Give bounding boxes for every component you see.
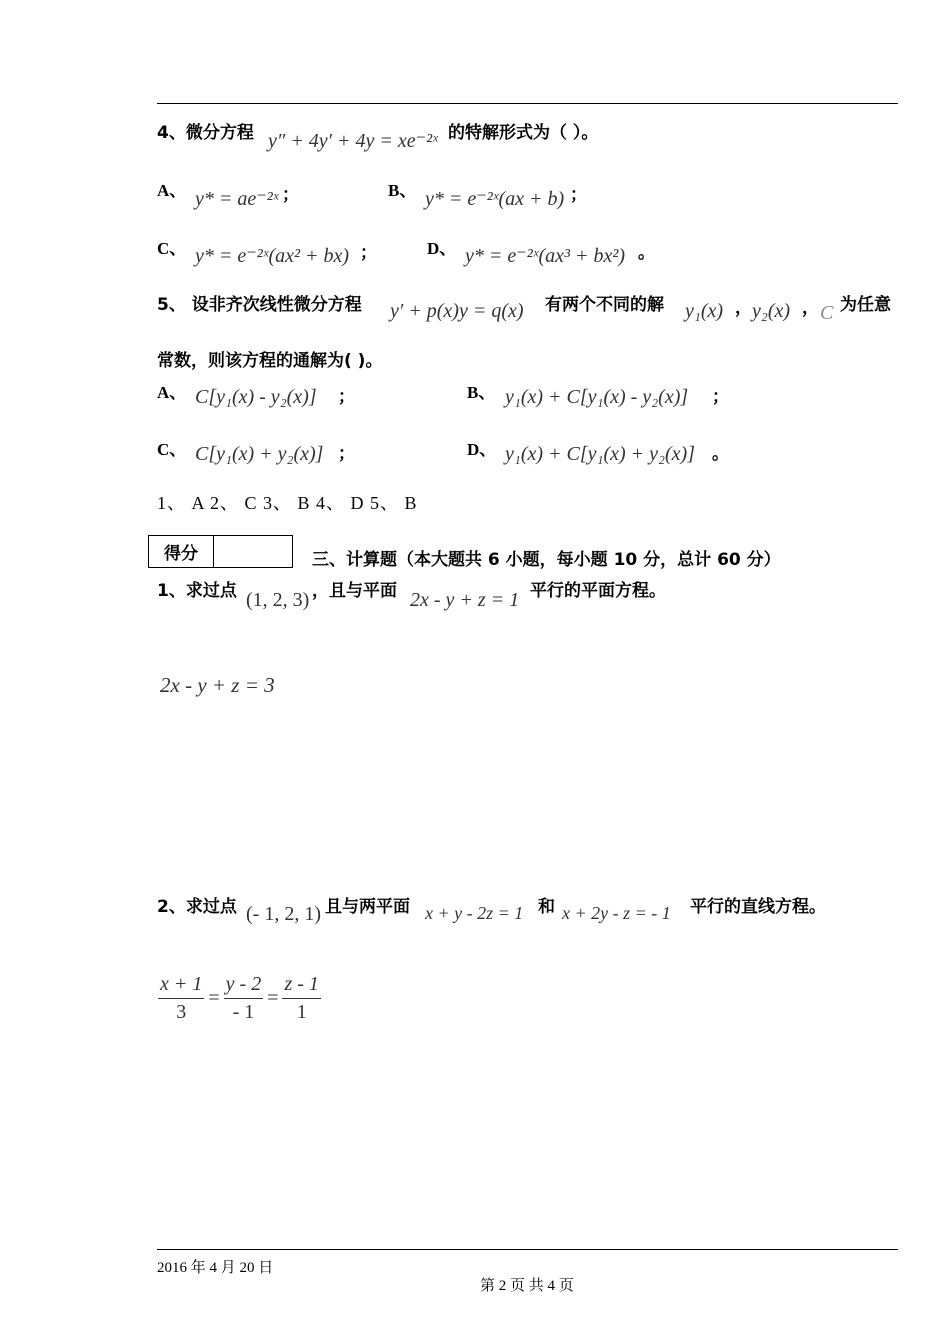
footer-date: 2016 年 4 月 20 日 <box>157 1260 274 1276</box>
q5-comma-1: ， <box>735 298 752 318</box>
score-blank-cell <box>214 536 292 567</box>
c2-fraction-y-numerator: y - 2 <box>224 973 264 999</box>
q5-comma-2: ， <box>802 298 819 318</box>
c2-fraction-z-numerator: z - 1 <box>282 973 320 999</box>
q4-option-d-label: D、 <box>427 239 457 258</box>
q4-option-a-label: A、 <box>157 181 187 200</box>
q5-solution-2: y₂(x) <box>752 300 791 322</box>
q4-option-d-expr: y* = e⁻²ˣ(ax³ + bx²) <box>465 245 626 267</box>
q5-option-d-label: D、 <box>467 440 497 459</box>
score-box <box>148 535 293 568</box>
q5-option-b-end: ； <box>712 387 729 407</box>
section-title: 三、计算题（本大题共 6 小题，每小题 10 分，总计 60 分） <box>312 550 781 570</box>
c2-mid: 且与两平面 <box>325 897 410 917</box>
top-rule <box>157 103 898 104</box>
q4-option-b-label: B、 <box>388 181 417 200</box>
answer-key: 1、 A 2、 C 3、 B 4、 D 5、 B <box>157 493 418 513</box>
q5-option-c-label: C、 <box>157 440 187 459</box>
c2-answer <box>158 973 321 1024</box>
c2-fraction-x-numerator: x + 1 <box>158 973 204 999</box>
c1-suffix: 平行的平面方程。 <box>530 581 666 601</box>
c2-fraction-z <box>282 973 320 1024</box>
c2-equals-2: = <box>267 987 279 1009</box>
c1-answer: 2x - y + z = 3 <box>160 673 275 697</box>
q5-mid: 有两个不同的解 <box>545 295 664 315</box>
q5-option-b-expr: y₁(x) + C[y₁(x) - y₂(x)] <box>505 386 689 408</box>
q4-prefix: 4、微分方程 <box>157 123 254 143</box>
c1-point: (1, 2, 3) <box>246 589 310 611</box>
q4-suffix: 的特解形式为（ ）。 <box>448 123 599 143</box>
q5-equation: y′ + p(x)y = q(x) <box>390 300 524 322</box>
q5-option-b-label: B、 <box>467 383 496 402</box>
q4-equation: y″ + 4y′ + 4y = xe⁻²ˣ <box>268 130 438 152</box>
q4-option-d-end: 。 <box>638 243 655 263</box>
c2-fraction-x <box>158 973 204 1024</box>
q4-option-b-end: ； <box>570 185 587 205</box>
score-label: 得分 <box>149 536 214 567</box>
q5-option-c-expr: C[y₁(x) + y₂(x)] <box>195 443 324 465</box>
c2-equals-1: = <box>208 987 220 1009</box>
q4-option-c-end: ； <box>360 243 377 263</box>
c2-fraction-y <box>224 973 264 1024</box>
q4-option-a-end: ； <box>282 185 299 205</box>
q4-option-b-expr: y* = e⁻²ˣ(ax + b) <box>425 188 565 210</box>
c2-fraction-z-denominator: 1 <box>296 1001 307 1023</box>
q4-option-c-label: C、 <box>157 239 187 258</box>
c2-plane-2: x + 2y - z = - 1 <box>562 903 671 923</box>
q5-suffix: 为任意 <box>840 295 891 315</box>
footer-page-number: 第 2 页 共 4 页 <box>480 1278 574 1294</box>
c2-and: 和 <box>538 897 555 917</box>
c2-plane-1: x + y - 2z = 1 <box>425 903 524 923</box>
c2-suffix: 平行的直线方程。 <box>690 897 826 917</box>
q5-prefix: 5、 设非齐次线性微分方程 <box>157 295 362 315</box>
q5-option-c-end: ； <box>338 444 355 464</box>
bottom-rule <box>157 1249 898 1250</box>
q5-option-a-expr: C[y₁(x) - y₂(x)] <box>195 386 317 408</box>
c1-mid: ，且与平面 <box>312 581 397 601</box>
c2-point: (- 1, 2, 1) <box>246 903 321 925</box>
q5-option-d-expr: y₁(x) + C[y₁(x) + y₂(x)] <box>505 443 695 465</box>
c1-prefix: 1、求过点 <box>157 581 237 601</box>
q5-option-d-end: 。 <box>712 444 729 464</box>
c1-plane: 2x - y + z = 1 <box>410 589 520 611</box>
c2-prefix: 2、求过点 <box>157 897 237 917</box>
c2-fraction-x-denominator: 3 <box>176 1001 187 1023</box>
q5-option-a-label: A、 <box>157 383 187 402</box>
q4-option-a-expr: y* = ae⁻²ˣ <box>195 188 279 210</box>
c2-fraction-y-denominator: - 1 <box>232 1001 255 1023</box>
q5-line2: 常数，则该方程的通解为( )。 <box>157 351 383 371</box>
q5-constant: C <box>820 302 834 324</box>
q5-option-a-end: ； <box>338 387 355 407</box>
q4-option-c-expr: y* = e⁻²ˣ(ax² + bx) <box>195 245 350 267</box>
q5-solution-1: y₁(x) <box>685 300 724 322</box>
